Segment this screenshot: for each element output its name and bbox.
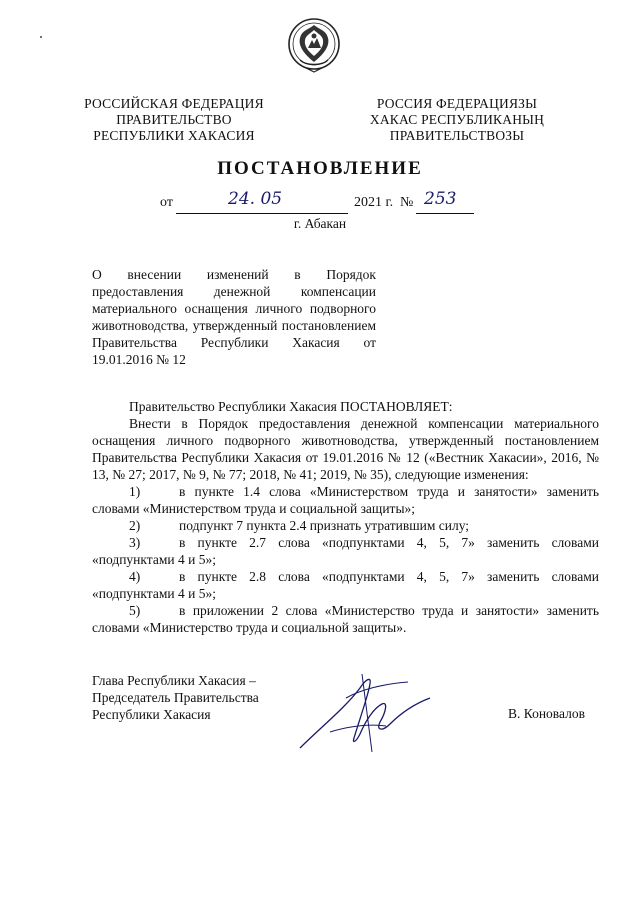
subject-block: О внесении изменений в Порядок предоставления денежной компенсации материального оснащения личного подворного животноводства, утвержденный постановлением Правительства Республики Хакасия от 19.01.2016 № 12 [92, 267, 376, 367]
header-left-line: РОССИЙСКАЯ ФЕДЕРАЦИЯ [84, 96, 264, 111]
header-right-line: ХАКАС РЕСПУБЛИКАНЫҢ [369, 112, 545, 127]
header-right-line: ПРАВИТЕЛЬСТВОЗЫ [389, 128, 525, 143]
list-item [92, 602, 599, 636]
item-number: 2) [129, 518, 141, 533]
header-left-line: РЕСПУБЛИКИ ХАКАСИЯ [93, 128, 255, 143]
item-text: в пункте 2.8 слова «подпунктами 4, 5, 7» заменить словами «подпунктами 4 и 5»; [92, 569, 599, 601]
intro-paragraph: Внести в Порядок предоставления денежной компенсации материального оснащения личного подворного животноводства, утвержденный постановлением Правительства Республики Хакасия от 19.01.2016 № 12 («Вестник Хакасии», 2016, № 13, № 27; 2017, № 9, № 77; 2018, № 41; 2019, № 35), следующие изменения: [92, 416, 599, 482]
handwritten-signature [290, 668, 440, 760]
item-number: 3) [129, 535, 141, 550]
position-line: Председатель Правительства [92, 690, 259, 705]
header-right-line: РОССИЯ ФЕДЕРАЦИЯЗЫ [376, 96, 538, 111]
number-handwritten: 253 [424, 189, 457, 209]
date-number-line [0, 189, 640, 217]
item-number: 5) [129, 603, 141, 618]
date-handwritten: 24. 05 [228, 189, 283, 209]
number-label: № [400, 195, 414, 210]
preamble: Правительство Республики Хакасия ПОСТАНОВЛЯЕТ: [129, 399, 453, 414]
list-item [92, 517, 599, 534]
signatory-position [92, 672, 259, 723]
item-number: 4) [129, 569, 141, 584]
coat-of-arms-emblem [286, 16, 342, 76]
item-text: подпункт 7 пункта 2.4 признать утратившим силу; [179, 518, 470, 533]
date-from-label: от [160, 195, 173, 210]
list-item [92, 568, 599, 602]
header-left-line: ПРАВИТЕЛЬСТВО [116, 112, 232, 127]
item-number: 1) [129, 484, 141, 499]
list-item [92, 483, 599, 517]
header-left [82, 96, 266, 144]
document-title: ПОСТАНОВЛЕНИЕ [217, 158, 423, 179]
position-line: Глава Республики Хакасия – [92, 673, 256, 688]
city-label: г. Абакан [293, 216, 347, 231]
year-label: 2021 г. [354, 195, 394, 210]
item-text: в приложении 2 слова «Министерство труда и занятости» заменить словами «Министерство труда и социальной защиты». [92, 603, 599, 635]
list-item [92, 534, 599, 568]
scan-speck [40, 36, 42, 38]
item-text: в пункте 1.4 слова «Министерством труда и занятости» заменить словами «Министерством труда и социальной защиты»; [92, 484, 599, 516]
signatory-name: В. Коновалов [508, 706, 585, 721]
position-line: Республики Хакасия [92, 707, 211, 722]
resolution-body [92, 398, 599, 636]
item-text: в пункте 2.7 слова «подпунктами 4, 5, 7» заменить словами «подпунктами 4 и 5»; [92, 535, 599, 567]
header-right [352, 96, 562, 144]
